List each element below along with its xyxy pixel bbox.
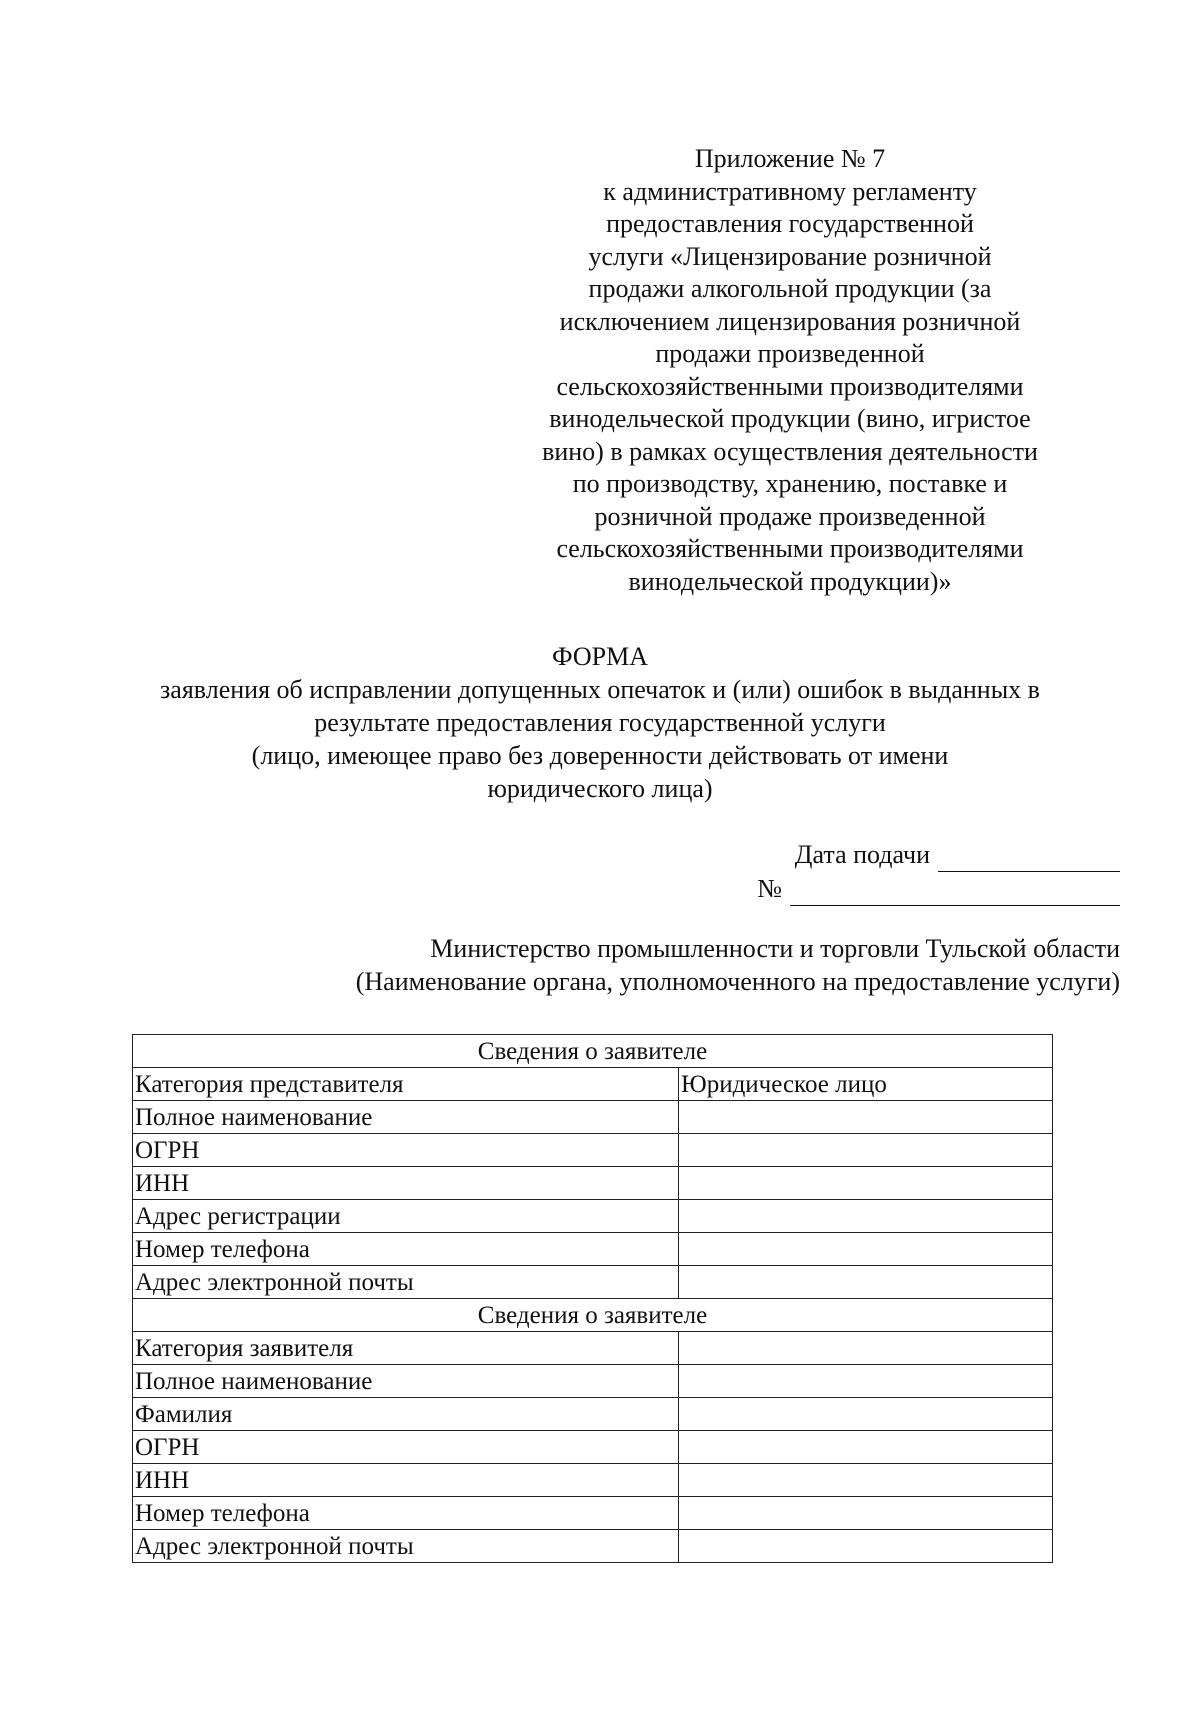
table-row <box>133 1167 1053 1200</box>
appendix-line: Приложение № 7 <box>694 144 886 173</box>
row-label: Адрес электронной почты <box>133 1266 679 1299</box>
appendix-line: к административному регламенту <box>603 176 977 206</box>
table-section-header-row <box>133 1299 1053 1332</box>
table-row <box>133 1266 1053 1299</box>
submission-meta <box>700 838 1120 906</box>
table-row <box>133 1332 1053 1365</box>
row-value[interactable] <box>679 1398 1053 1431</box>
table-row <box>133 1398 1053 1431</box>
section-header-applicant-2: Сведения о заявителе <box>133 1299 1053 1332</box>
row-label: Номер телефона <box>133 1497 679 1530</box>
table-row <box>133 1365 1053 1398</box>
submission-date-label: Дата подачи <box>794 840 930 869</box>
table-row <box>133 1101 1053 1134</box>
appendix-line: вино) в рамках осуществления деятельности <box>542 436 1038 466</box>
table-row <box>133 1530 1053 1563</box>
form-title-block <box>0 640 1200 805</box>
row-label: ОГРН <box>133 1134 679 1167</box>
row-value[interactable] <box>679 1530 1053 1563</box>
submission-number-label: № <box>757 874 782 903</box>
row-value[interactable]: Юридическое лицо <box>679 1068 1053 1101</box>
appendix-line: исключением лицензирования розничной <box>559 306 1021 336</box>
row-value[interactable] <box>679 1233 1053 1266</box>
appendix-line: продажи алкогольной продукции (за <box>588 274 992 303</box>
table-row <box>133 1233 1053 1266</box>
authority-caption: (Наименование органа, уполномоченного на предоставление услуги) <box>355 967 1120 996</box>
form-heading: ФОРМА <box>552 642 648 671</box>
appendix-line: винодельческой продукции)» <box>628 566 952 596</box>
row-value[interactable] <box>679 1134 1053 1167</box>
row-label: Полное наименование <box>133 1101 679 1134</box>
applicant-info-table <box>132 1034 1053 1563</box>
table-row <box>133 1068 1053 1101</box>
row-label: Адрес регистрации <box>133 1200 679 1233</box>
row-value[interactable] <box>679 1200 1053 1233</box>
appendix-line: предоставления государственной <box>606 209 974 238</box>
table-row <box>133 1431 1053 1464</box>
submission-number-row <box>700 872 1120 906</box>
row-label: Полное наименование <box>133 1365 679 1398</box>
row-value[interactable] <box>679 1266 1053 1299</box>
authority-block <box>200 932 1120 998</box>
row-label: ОГРН <box>133 1431 679 1464</box>
row-label: Адрес электронной почты <box>133 1530 679 1563</box>
row-label: Фамилия <box>133 1398 679 1431</box>
row-value[interactable] <box>679 1167 1053 1200</box>
row-value[interactable] <box>679 1365 1053 1398</box>
table-row <box>133 1134 1053 1167</box>
submission-date-field[interactable] <box>938 849 1120 872</box>
form-title-line: заявления об исправлении допущенных опечаток и (или) ошибок в выданных в <box>160 675 1040 704</box>
submission-number-field[interactable] <box>790 883 1120 906</box>
table-row <box>133 1464 1053 1497</box>
row-label: ИНН <box>133 1167 679 1200</box>
appendix-line: услуги «Лицензирование розничной <box>588 241 992 271</box>
table-section-header-row <box>133 1035 1053 1068</box>
appendix-line: сельскохозяйственными производителями <box>556 534 1024 563</box>
submission-date-row <box>700 838 1120 872</box>
row-label: ИНН <box>133 1464 679 1497</box>
appendix-line: винодельческой продукции (вино, игристое <box>549 404 1031 433</box>
table-row <box>133 1497 1053 1530</box>
form-title-line: юридического лица) <box>487 774 713 803</box>
form-title-line: (лицо, имеющее право без доверенности действовать от имени <box>251 741 949 770</box>
form-title-line: результате предоставления государственной услуги <box>314 708 886 737</box>
row-value[interactable] <box>679 1464 1053 1497</box>
row-value[interactable] <box>679 1431 1053 1464</box>
row-value[interactable] <box>679 1332 1053 1365</box>
row-value[interactable] <box>679 1101 1053 1134</box>
row-label: Номер телефона <box>133 1233 679 1266</box>
authority-name: Министерство промышленности и торговли Тульской области <box>430 934 1120 963</box>
appendix-block <box>470 143 1110 598</box>
row-label: Категория заявителя <box>133 1332 679 1365</box>
table-row <box>133 1200 1053 1233</box>
row-label: Категория представителя <box>133 1068 679 1101</box>
section-header-applicant: Сведения о заявителе <box>133 1035 1053 1068</box>
appendix-line: по производству, хранению, поставке и <box>572 469 1008 498</box>
appendix-line: розничной продаже произведенной <box>594 501 986 531</box>
row-value[interactable] <box>679 1497 1053 1530</box>
appendix-line: продажи произведенной <box>655 339 925 368</box>
appendix-line: сельскохозяйственными производителями <box>556 371 1024 401</box>
